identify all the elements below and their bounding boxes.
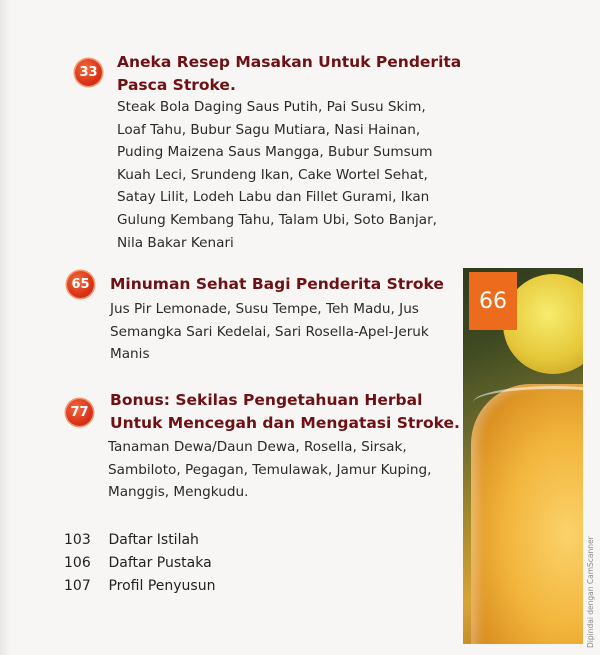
section-title-line: Pasca Stroke. xyxy=(117,76,236,94)
section-title[interactable] xyxy=(117,51,461,97)
scanner-watermark: Dipindai dengan CamScanner xyxy=(586,536,595,648)
page-edge xyxy=(0,0,10,655)
index-page-number: 106 xyxy=(64,555,91,571)
description-line: Jus Pir Lemonade, Susu Tempe, Teh Madu, Jus xyxy=(110,301,419,317)
description-line: Nila Bakar Kenari xyxy=(117,234,234,251)
description-line: Kuah Leci, Srundeng Ikan, Cake Wortel Sehat, xyxy=(117,166,428,183)
description-line: Manggis, Mengkudu. xyxy=(108,484,249,501)
section-title[interactable] xyxy=(110,273,444,296)
index-label: Daftar Istilah xyxy=(108,532,199,548)
section-title[interactable] xyxy=(110,389,460,435)
page-number-badge: 33 xyxy=(75,59,102,86)
description-line: Puding Maizena Saus Mangga, Bubur Sumsum xyxy=(117,144,433,161)
juice-glass-shape xyxy=(471,384,583,644)
description-line: Tanaman Dewa/Daun Dewa, Rosella, Sirsak, xyxy=(108,439,407,455)
section-title-line: Minuman Sehat Bagi Penderita Stroke xyxy=(110,275,444,293)
index-entry-glossary[interactable] xyxy=(64,529,199,551)
page-number-badge: 65 xyxy=(67,271,94,298)
index-entry-bibliography[interactable] xyxy=(64,552,212,574)
page-number-tab: 66 xyxy=(469,272,517,330)
description-line: Semangka Sari Kedelai, Sari Rosella-Apel-Jeruk xyxy=(110,323,429,340)
section-description xyxy=(117,96,437,254)
index-label: Profil Penyusun xyxy=(108,578,216,594)
section-description xyxy=(108,436,431,504)
index-page-number: 103 xyxy=(64,532,91,548)
section-description xyxy=(110,298,429,366)
description-line: Loaf Tahu, Bubur Sagu Mutiara, Nasi Hainan, xyxy=(117,121,421,138)
page-number-badge: 77 xyxy=(66,399,93,426)
section-title-line: Aneka Resep Masakan Untuk Penderita xyxy=(117,53,462,71)
section-title-line: Bonus: Sekilas Pengetahuan Herbal xyxy=(110,391,423,409)
index-page-number: 107 xyxy=(64,578,91,594)
description-line: Satay Lilit, Lodeh Labu dan Fillet Gurami, Ikan xyxy=(117,189,430,206)
description-line: Gulung Kembang Tahu, Talam Ubi, Soto Banjar, xyxy=(117,211,437,228)
index-label: Daftar Pustaka xyxy=(108,555,212,571)
section-title-line: Untuk Mencegah dan Mengatasi Stroke. xyxy=(110,414,460,432)
index-entry-author-profile[interactable] xyxy=(64,575,215,597)
description-line: Manis xyxy=(110,346,150,363)
description-line: Sambiloto, Pegagan, Temulawak, Jamur Kuping, xyxy=(108,461,432,478)
description-line: Steak Bola Daging Saus Putih, Pai Susu Skim, xyxy=(117,99,426,115)
